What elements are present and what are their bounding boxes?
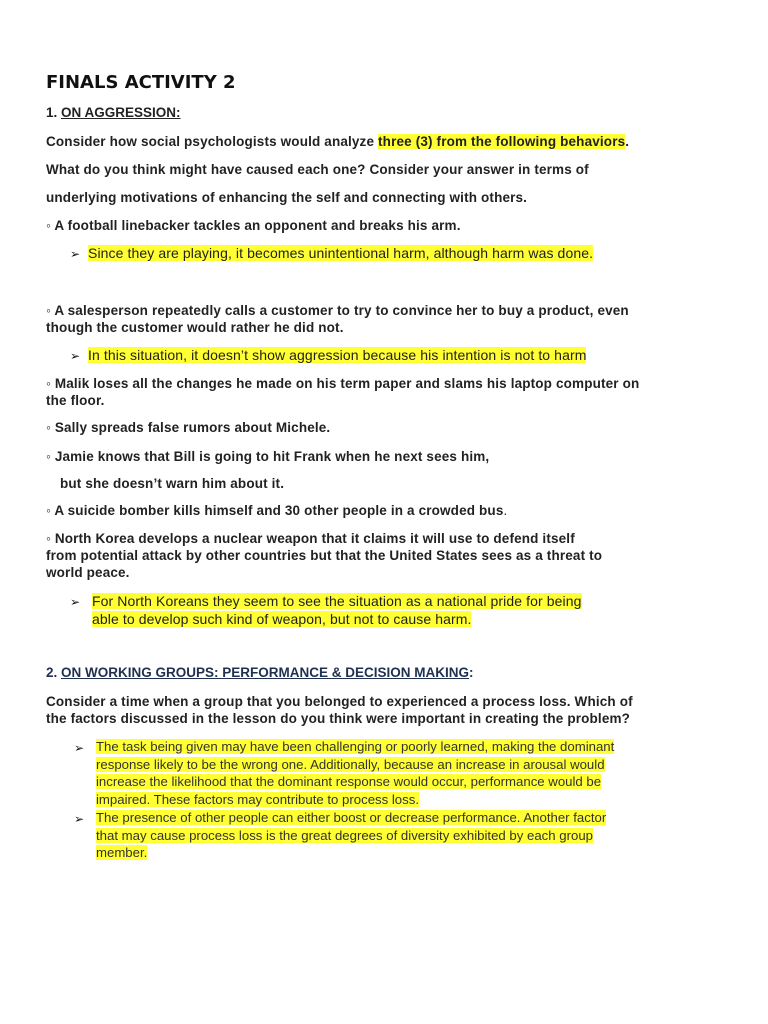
item-north-korea-line-2: from potential attack by other countries but that the United States sees as a threat to <box>46 548 603 563</box>
arrow-bullet-icon: ➢ <box>74 741 85 755</box>
intro-end: . <box>625 134 630 149</box>
answer-group-2-line: The presence of other people can either boost or decrease performance. Another factor <box>96 810 607 825</box>
answer-group-1-line: impaired. These factors may contribute to process loss. <box>96 791 419 807</box>
section-1-number: 1. <box>46 105 62 120</box>
section-2-heading-end: : <box>469 665 474 680</box>
answer-group-2 <box>96 809 736 862</box>
arrow-bullet-icon: ➢ <box>74 812 85 826</box>
section-2-title: ON WORKING GROUPS: PERFORMANCE & DECISION MAKING <box>61 665 470 680</box>
section-2-heading <box>46 665 474 680</box>
answer-north-korea-text-2: able to develop such kind of weapon, but not to cause harm. <box>92 611 472 627</box>
item-bomber-end: . <box>503 503 508 518</box>
intro-highlight: three (3) from the following behaviors <box>378 134 626 149</box>
section-1-intro <box>46 134 629 149</box>
section-1-heading <box>46 105 181 120</box>
answer-group-2-line: member. <box>96 845 148 860</box>
answer-group-1-line: response likely to be the wrong one. Additionally, because an increase in arousal would <box>96 756 605 772</box>
section-1-title: ON AGGRESSION: <box>61 105 181 120</box>
answer-group-2-line: that may cause process loss is the great degrees of diversity exhibited by each group <box>96 827 593 843</box>
answer-north-korea-line-2 <box>92 611 471 627</box>
answer-salesperson-text: In this situation, it doesn’t show aggression because his intention is not to harm <box>88 347 587 363</box>
answer-north-korea-line-1 <box>92 593 582 609</box>
item-malik-line-1: ◦ Malik loses all the changes he made on his term paper and slams his laptop computer on <box>46 376 640 391</box>
item-salesperson-line-2: though the customer would rather he did not. <box>46 320 344 335</box>
item-jamie-line-1: ◦ Jamie knows that Bill is going to hit Frank when he next sees him, <box>46 449 490 464</box>
section-2-question-line-1: Consider a time when a group that you belonged to experienced a process loss. Which of <box>46 694 633 709</box>
item-bomber-text: ◦ A suicide bomber kills himself and 30 other people in a crowded bus <box>46 503 504 518</box>
answer-group-1 <box>96 738 736 808</box>
answer-football-text: Since they are playing, it becomes unintentional harm, although harm was done. <box>88 245 594 261</box>
answer-salesperson <box>88 347 586 363</box>
document-title: FINALS ACTIVITY 2 <box>46 72 236 93</box>
item-sally: ◦ Sally spreads false rumors about Michele. <box>46 420 331 435</box>
arrow-bullet-icon: ➢ <box>70 349 81 363</box>
answer-group-1-line: increase the likelihood that the dominant response would occur, performance would be <box>96 774 602 789</box>
item-bomber <box>46 503 507 518</box>
item-north-korea-line-1: ◦ North Korea develops a nuclear weapon that it claims it will use to defend itself <box>46 531 575 546</box>
item-malik-line-2: the floor. <box>46 393 105 408</box>
answer-football <box>88 245 593 261</box>
arrow-bullet-icon: ➢ <box>70 595 81 609</box>
answer-group-1-line: The task being given may have been challenging or poorly learned, making the dominant <box>96 739 615 754</box>
section-2-number: 2. <box>46 665 62 680</box>
intro-text: Consider how social psychologists would analyze <box>46 134 379 149</box>
arrow-bullet-icon: ➢ <box>70 247 81 261</box>
section-1-question-line-1: What do you think might have caused each one? Consider your answer in terms of <box>46 162 589 177</box>
section-2-question-line-2: the factors discussed in the lesson do you think were important in creating the problem? <box>46 711 631 726</box>
item-football: ◦ A football linebacker tackles an opponent and breaks his arm. <box>46 218 461 233</box>
section-1-question-line-2: underlying motivations of enhancing the self and connecting with others. <box>46 190 528 205</box>
answer-north-korea-text-1: For North Koreans they seem to see the situation as a national pride for being <box>92 593 582 609</box>
item-jamie-line-2: but she doesn’t warn him about it. <box>60 476 285 491</box>
item-north-korea-line-3: world peace. <box>46 565 130 580</box>
item-salesperson-line-1: ◦ A salesperson repeatedly calls a customer to try to convince her to buy a product, even <box>46 303 629 318</box>
